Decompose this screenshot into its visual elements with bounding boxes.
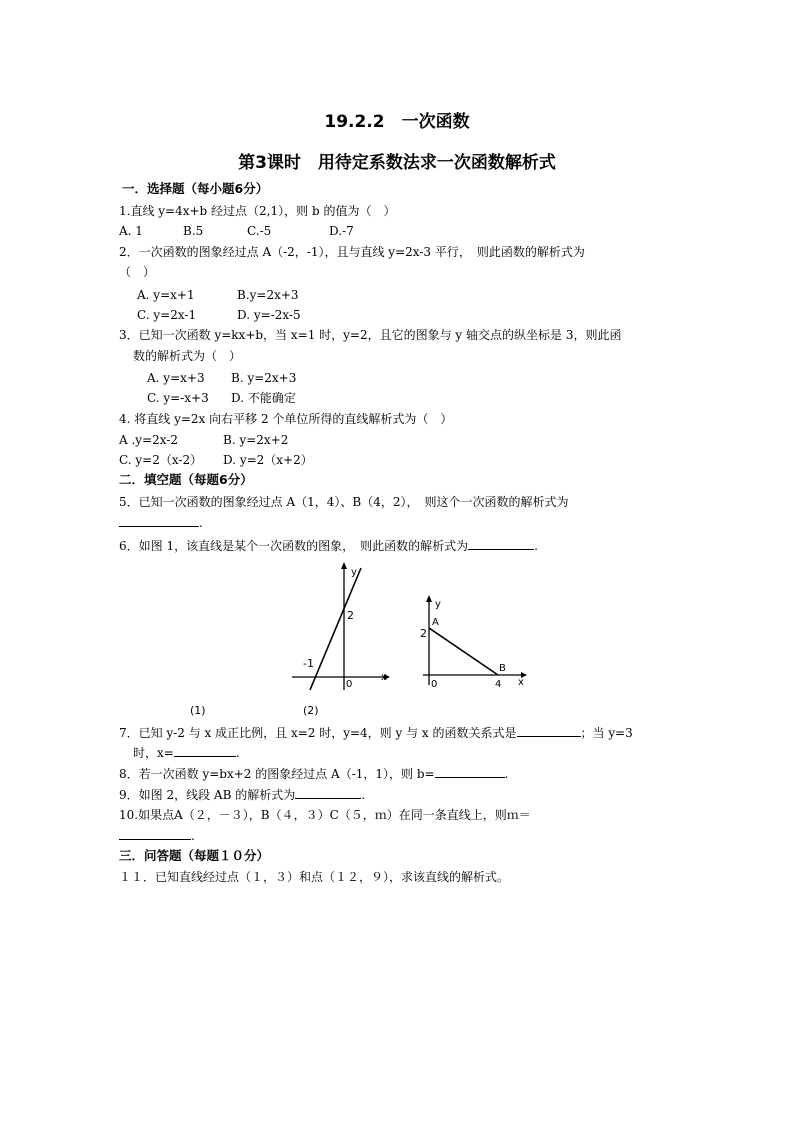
question-7-mid: ；当 y=3 [580,726,633,740]
q4-option-c: C. y=2（x-2） [119,453,203,467]
q2-option-a: A. y=x+1 [137,288,195,302]
question-10-stem: 10.如果点A（２，－３），B（４，３）C（５，ｍ）在同一条直线上，则ｍ＝ [119,808,531,822]
q9-end-mark: . [361,788,366,802]
question-2-options-row2 [137,307,301,323]
fig2-point-b-label: B [499,663,506,674]
question-2-options-row1 [137,287,299,303]
q7-answer-blank-2[interactable] [174,744,236,757]
question-10-answer-line [119,827,195,844]
question-9-stem: 9．如图 2，线段 AB 的解析式为 [119,788,296,802]
q3-option-d: D. 不能确定 [231,391,296,405]
q1-option-b: B.5 [183,224,204,238]
page-title: 19.2.2 一次函数 [324,112,470,132]
question-4-options-row1 [119,432,288,448]
q5-answer-blank[interactable] [119,514,199,527]
q4-option-b: B. y=2x+2 [223,433,289,447]
question-11-stem: １１．已知直线经过点（１，３）和点（１２，９），求该直线的解析式。 [119,870,510,884]
question-5-answer-line [119,514,203,531]
section-heading-answer: 三．问答题（每题１０分） [119,848,270,863]
figure-2-graph [415,592,530,692]
q1-option-a: A. 1 [119,224,143,238]
section-heading-choice: 一．选择题（每小题6分） [122,181,269,196]
question-1-stem: 1.直线 y=4x+b 经过点（2,1），则 b 的值为（ ） [119,204,396,218]
q7-answer-blank-1[interactable] [517,724,581,737]
q2-option-b: B.y=2x+3 [237,288,299,302]
q2-option-d: D. y=-2x-5 [237,308,301,322]
fig1-y-arrow [341,562,347,569]
fig2-x-label: x [518,677,524,688]
q1-option-c: C.-5 [247,224,272,238]
fig1-function-line [310,568,361,690]
q2-option-c: C. y=2x-1 [137,308,197,322]
q10-end-mark: . [191,829,195,843]
q4-option-d: D. y=2（x+2） [223,453,313,467]
q7-end-mark: . [235,746,240,760]
fig2-y-arrow [426,595,432,602]
question-4-stem: 4. 将直线 y=2x 向右平移 2 个单位所得的直线解析式为（ ） [119,412,453,426]
fig2-y-label: y [435,599,441,610]
question-7-line [119,724,633,741]
fig2-tick-y: 2 [420,627,427,640]
figure-1-graph [288,560,398,695]
fig2-origin-label: 0 [431,679,438,690]
question-2-stem: 2．一次函数的图象经过点 A（-2，-1），且与直线 y=2x-3 平行， 则此函数的解析式为 [119,245,585,259]
q6-answer-blank[interactable] [468,537,534,550]
question-1-options [119,223,354,239]
q9-answer-blank[interactable] [295,786,361,799]
q3-option-c: C. y=-x+3 [147,391,209,405]
question-3-stem: 3．已知一次函数 y=kx+b，当 x=1 时，y=2，且它的图象与 y 轴交点的纵坐标是 3，则此函 [119,328,622,342]
question-8-stem: 8．若一次函数 y=bx+2 的图象经过点 A（-1，1），则 b= [119,767,435,781]
fig2-point-a-label: A [432,617,439,628]
fig1-origin-label: 0 [346,679,353,690]
figure-1-caption: (1) [190,704,206,717]
q10-answer-blank[interactable] [119,827,191,840]
fig1-x-label: x [381,672,387,683]
question-2-stem-cont: （ ） [119,265,156,279]
page-subtitle: 第3课时 用待定系数法求一次函数解析式 [238,153,556,173]
fig2-segment-ab [429,628,498,675]
q5-end-mark: . [199,516,203,530]
question-4-options-row2 [119,452,313,468]
question-8-line [119,765,508,782]
q8-end-mark: . [504,767,509,781]
q4-option-a: A .y=2x-2 [119,433,179,447]
q6-end-mark: . [534,539,538,553]
q1-option-d: D.-7 [329,224,354,238]
fig1-tick-y: 2 [347,609,354,622]
question-7-line-2 [133,744,240,761]
q3-option-a: A. y=x+3 [147,371,205,385]
question-6-line [119,537,538,554]
section-heading-fill: 二．填空题（每题6分） [119,472,253,487]
fig1-y-label: y [351,567,357,578]
question-7-cont: 时，x= [133,746,174,760]
q8-answer-blank[interactable] [435,765,505,778]
fig1-tick-x: -1 [303,657,314,670]
question-3-options-row2 [147,390,296,406]
figure-2-caption: (2) [303,704,319,717]
question-3-stem-cont: 数的解析式为（ ） [133,349,242,363]
question-5-stem: 5．已知一次函数的图象经过点 A（1，4）、B（4，2）， 则这个一次函数的解析式为 [119,495,569,509]
q3-option-b: B. y=2x+3 [231,371,297,385]
question-9-line [119,786,365,803]
question-3-options-row1 [147,370,296,386]
question-6-stem: 6．如图 1，该直线是某个一次函数的图象， 则此函数的解析式为 [119,539,469,553]
question-7-stem: 7．已知 y-2 与 x 成正比例，且 x=2 时，y=4，则 y 与 x 的函数关系式是 [119,726,517,740]
fig2-tick-x: 4 [495,679,502,690]
